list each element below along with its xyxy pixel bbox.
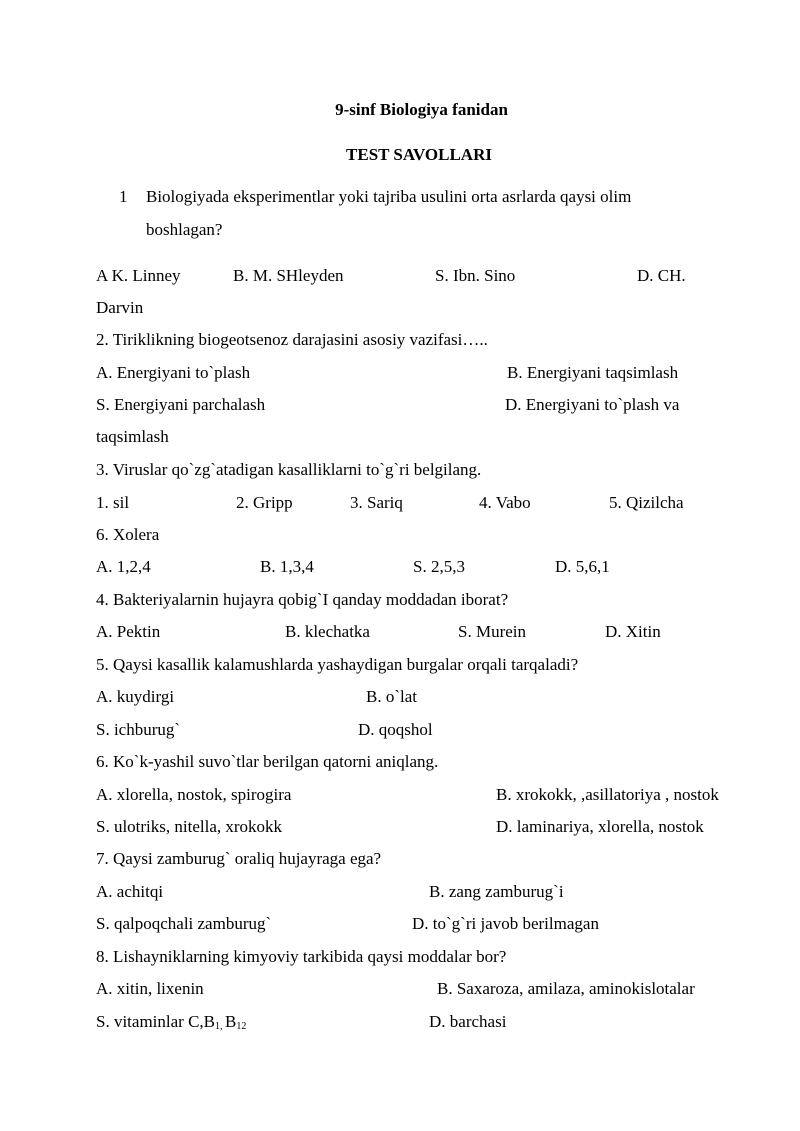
question-1-option-a: A K. Linney [96, 266, 181, 285]
question-3-option-b: B. 1,3,4 [260, 557, 314, 576]
question-4-option-b: B. klechatka [285, 622, 370, 641]
question-3-item: 4. Vabo [479, 493, 531, 512]
question-3-item: 2. Gripp [236, 493, 293, 512]
question-8-option-s-mid: B [225, 1012, 237, 1031]
question-1-option-d: D. CH. [637, 266, 686, 285]
question-6-option-d: D. laminariya, xlorella, nostok [496, 817, 704, 836]
question-1-text-line1: Biologiyada eksperimentlar yoki tajriba usulini orta asrlarda qaysi olim [146, 187, 632, 206]
question-8-option-s-main: S. vitaminlar C,B [96, 1012, 215, 1031]
question-5-text: 5. Qaysi kasallik kalamushlarda yashaydigan burgalar orqali tarqaladi? [96, 655, 579, 674]
question-8-option-d: D. barchasi [429, 1012, 507, 1031]
question-2-option-b: B. Energiyani taqsimlash [507, 363, 679, 382]
question-1-option-d-cont: Darvin [96, 298, 144, 317]
question-1-option-s: S. Ibn. Sino [435, 266, 516, 285]
question-6-text: 6. Ko`k-yashil suvo`tlar berilgan qatorni aniqlang. [96, 752, 439, 771]
question-7-option-s: S. qalpoqchali zamburug` [96, 914, 272, 933]
question-6-option-a: A. xlorella, nostok, spirogira [96, 785, 292, 804]
question-4-option-s: S. Murein [458, 622, 526, 641]
question-5-option-s: S. ichburug` [96, 720, 181, 739]
question-3-option-s: S. 2,5,3 [413, 557, 465, 576]
question-3-option-d: D. 5,6,1 [555, 557, 610, 576]
question-8-text: 8. Lishayniklarning kimyoviy tarkibida qaysi moddalar bor? [96, 947, 507, 966]
question-2-option-d-cont: taqsimlash [96, 427, 169, 446]
question-8-option-s-sub2: 12 [236, 1021, 247, 1032]
question-5-option-d: D. qoqshol [358, 720, 433, 739]
question-3-item: 3. Sariq [350, 493, 403, 512]
question-4-option-d: D. Xitin [605, 622, 661, 641]
question-7-text: 7. Qaysi zamburug` oraliq hujayraga ega? [96, 849, 382, 868]
question-1-number: 1 [119, 187, 128, 206]
question-4-option-a: A. Pektin [96, 622, 161, 641]
question-3-item: 5. Qizilcha [609, 493, 684, 512]
question-7-option-a: A. achitqi [96, 882, 164, 901]
question-3-text: 3. Viruslar qo`zg`atadigan kasalliklarni to`g`ri belgilang. [96, 460, 482, 479]
question-4-text: 4. Bakteriyalarnin hujayra qobig`I qanday moddadan iborat? [96, 590, 509, 609]
question-1-text-line2: boshlagan? [146, 220, 223, 239]
question-7-option-d: D. to`g`ri javob berilmagan [412, 914, 599, 933]
question-8-option-s-sub1: 1, [215, 1021, 225, 1032]
question-1-option-b: B. M. SHleyden [233, 266, 344, 285]
question-2-option-d: D. Energiyani to`plash va [505, 395, 680, 414]
question-3-item: 1. sil [96, 493, 130, 512]
question-2-option-a: A. Energiyani to`plash [96, 363, 251, 382]
document-title: 9-sinf Biologiya fanidan [335, 100, 508, 119]
question-3-option-a: A. 1,2,4 [96, 557, 151, 576]
document-subtitle: TEST SAVOLLARI [346, 145, 492, 164]
question-6-option-b: B. xrokokk, ,asillatoriya , nostok [496, 785, 719, 804]
question-7-option-b: B. zang zamburug`i [429, 882, 564, 901]
question-2-option-s: S. Energiyani parchalash [96, 395, 266, 414]
question-8-option-s [96, 1013, 246, 1032]
question-8-option-a: A. xitin, lixenin [96, 979, 204, 998]
question-3-item: 6. Xolera [96, 525, 160, 544]
question-6-option-s: S. ulotriks, nitella, xrokokk [96, 817, 283, 836]
question-8-option-b: B. Saxaroza, amilaza, aminokislotalar [437, 979, 695, 998]
question-2-text: 2. Tiriklikning biogeotsenoz darajasini asosiy vazifasi….. [96, 330, 488, 349]
question-5-option-b: B. o`lat [366, 687, 417, 706]
question-5-option-a: A. kuydirgi [96, 687, 175, 706]
